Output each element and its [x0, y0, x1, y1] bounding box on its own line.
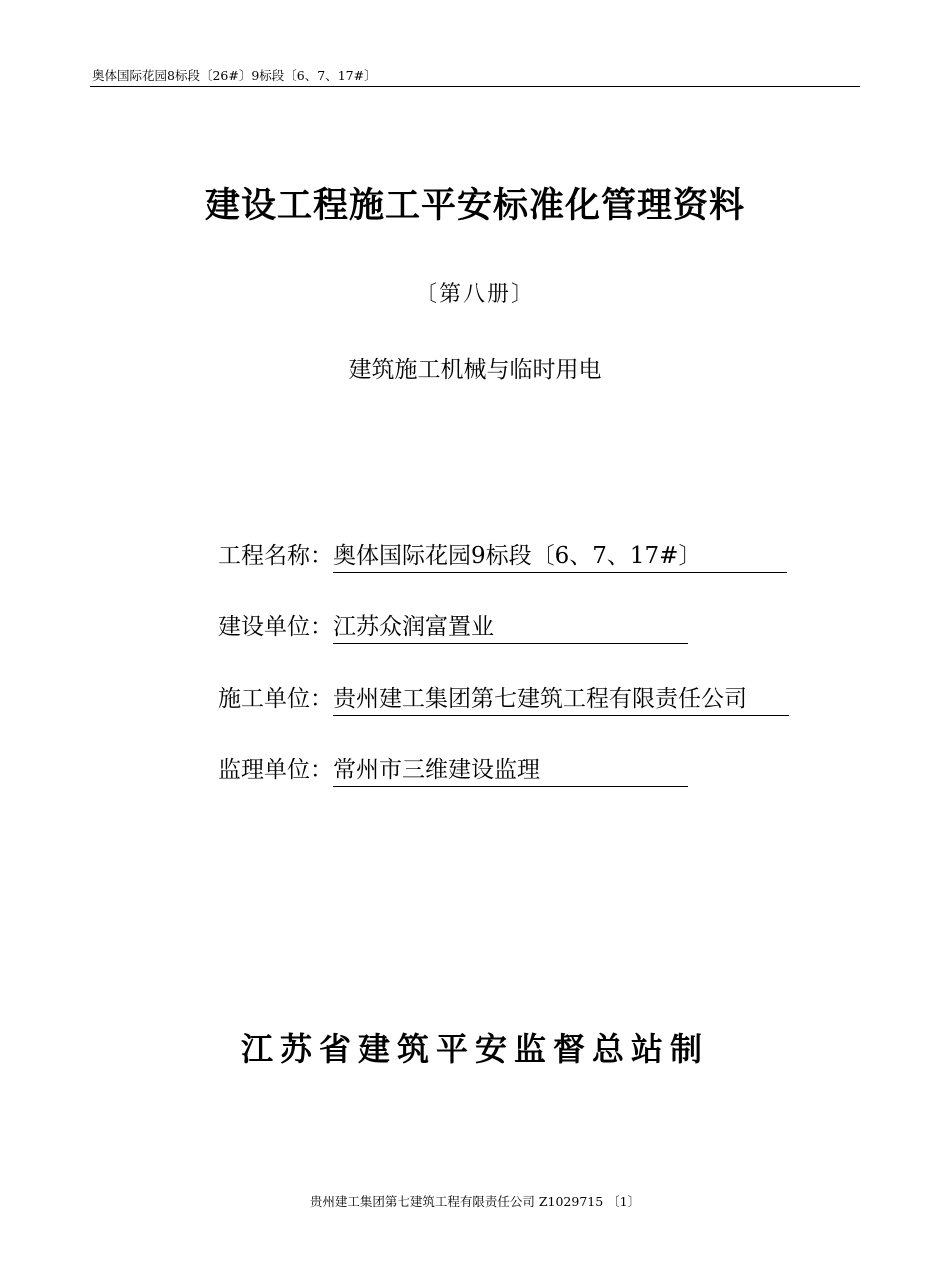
- issuing-authority: 江苏省建筑平安监督总站制: [240, 1030, 709, 1068]
- volume-number: 〔第八册〕: [414, 282, 535, 307]
- contractor-label: 施工单位：: [218, 686, 333, 712]
- supervisor-value: 常州市三维建设监理: [333, 755, 688, 787]
- supervisor-row: [218, 755, 688, 789]
- supervisor-label: 监理单位：: [218, 757, 333, 783]
- owner-value: 江苏众润富置业: [333, 612, 688, 644]
- volume-subtitle: 建筑施工机械与临时用电: [348, 357, 602, 383]
- owner-label: 建设单位：: [218, 614, 333, 640]
- contractor-value: 贵州建工集团第七建筑工程有限责任公司: [333, 684, 789, 716]
- page-header: 奥体国际花园8标段〔26#〕9标段〔6、7、17#〕: [92, 68, 377, 83]
- document-title: 建设工程施工平安标准化管理资料: [204, 185, 745, 226]
- project-name-label: 工程名称：: [218, 543, 333, 569]
- header-divider: [90, 86, 860, 87]
- page-footer: 贵州建工集团第七建筑工程有限责任公司 Z1029715 〔1〕: [309, 1194, 641, 1209]
- project-name-value: 奥体国际花园9标段〔6、7、17#〕: [333, 541, 787, 573]
- contractor-row: [218, 684, 789, 718]
- project-name-row: [218, 541, 787, 575]
- owner-row: [218, 612, 688, 646]
